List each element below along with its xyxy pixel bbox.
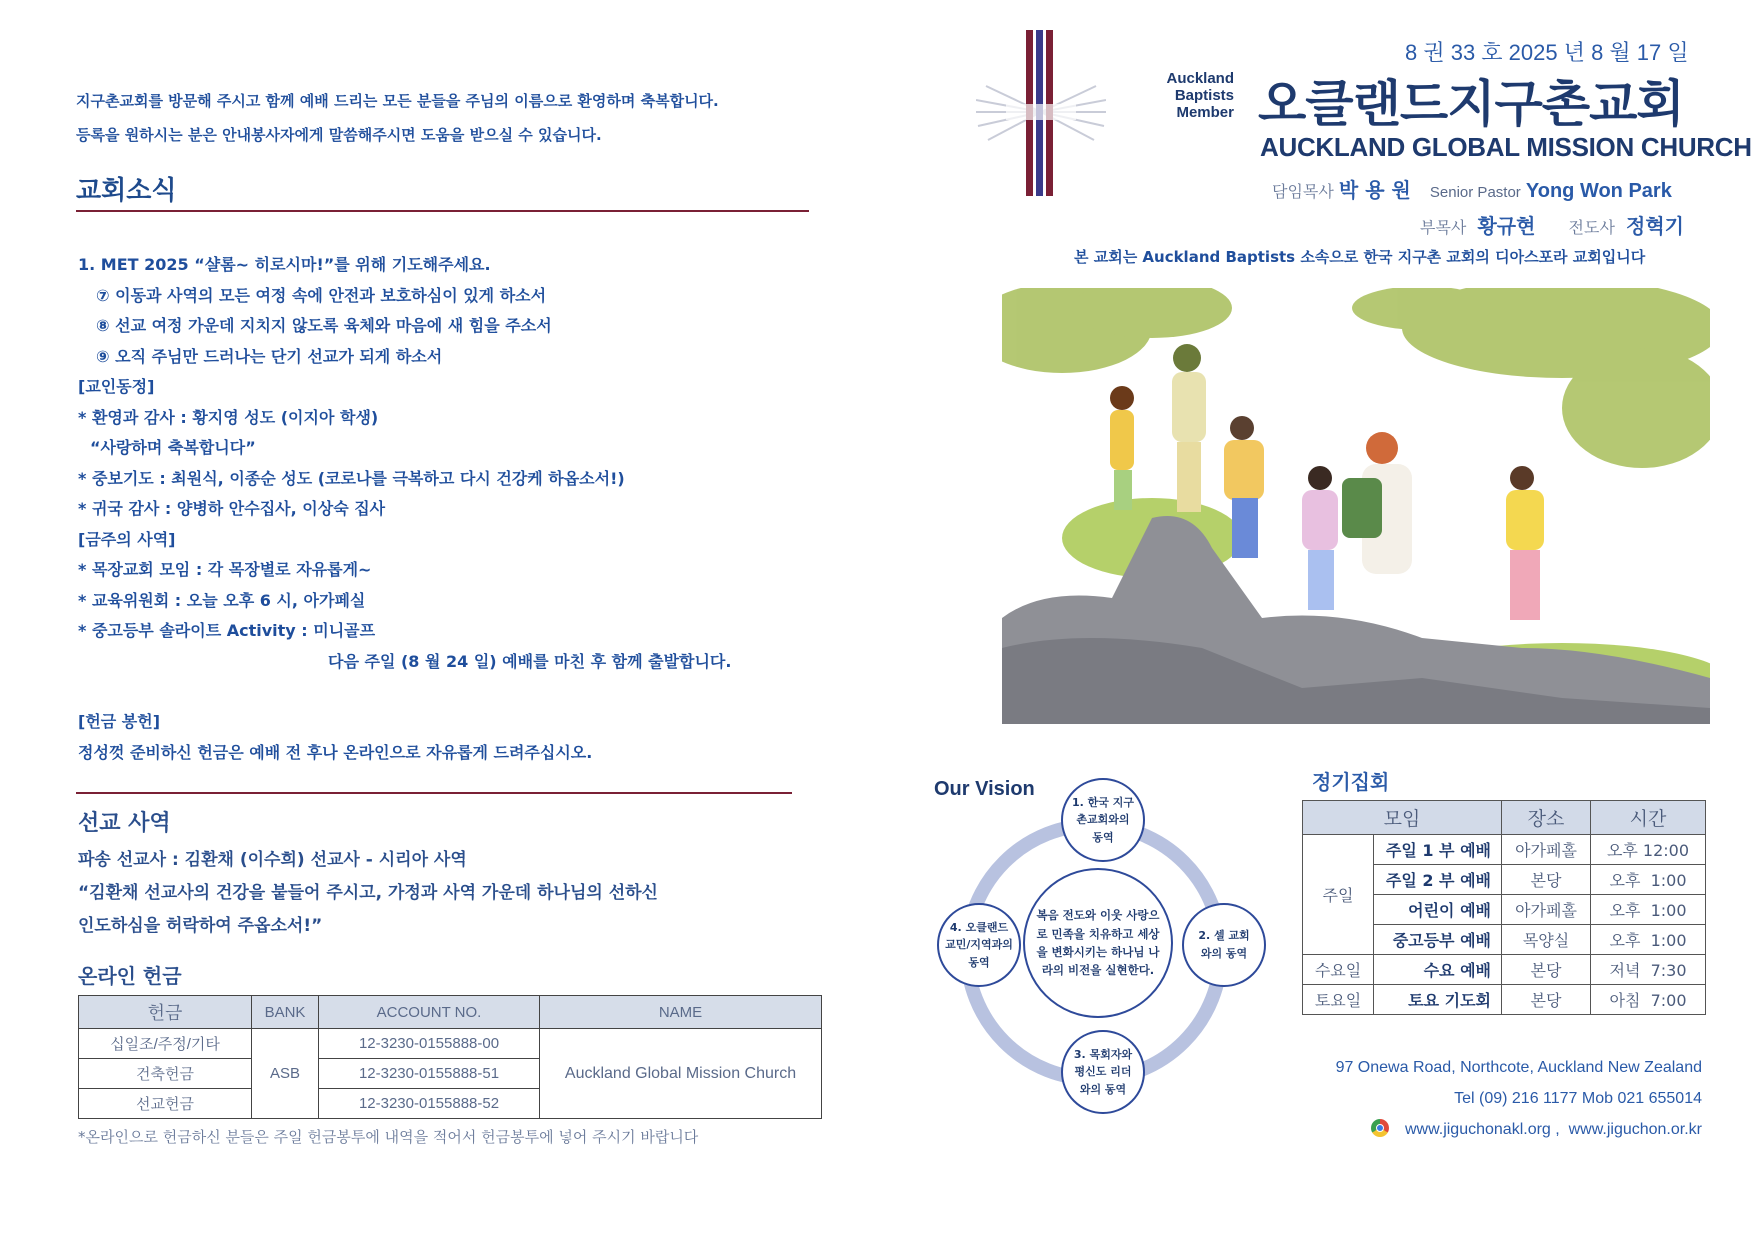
church-tagline: 본 교회는 Auckland Baptists 소속으로 한국 지구촌 교회의 디아스포라 교회입니다 (1074, 248, 1646, 266)
news-item: 1. MET 2025 “샬롬~ 히로시마!”를 위해 기도해주세요. (78, 255, 491, 274)
offering-type: 선교헌금 (79, 1089, 252, 1119)
schedule-group: 토요일 (1303, 985, 1374, 1015)
account-no: 12-3230-0155888-00 (319, 1029, 540, 1059)
member-line: Baptists (1174, 87, 1234, 104)
mission-line-3: 인도하심을 허락하여 주옵소서!” (78, 916, 323, 936)
col-header-meeting: 모임 (1303, 801, 1502, 835)
schedule-table (1302, 800, 1706, 1015)
vision-node-text: 2. 셀 교회와의 동역 (1198, 929, 1250, 960)
vision-title: Our Vision (934, 778, 1035, 800)
table-row (1303, 955, 1706, 985)
news-item: “사랑하며 축복합니다” (90, 438, 256, 457)
schedule-name: 토요 기도회 (1374, 985, 1502, 1015)
welcome-line-1: 지구촌교회를 방문해 주시고 함께 예배 드리는 모든 분들을 주님의 이름으로 환영하며 축복합니다. (76, 92, 719, 110)
assoc-name: 황규현 (1477, 214, 1536, 238)
news-item: ⑨ 오직 주님만 드러나는 단기 선교가 되게 하소서 (96, 346, 443, 366)
news-subheading: [헌금 봉헌] (78, 712, 161, 731)
website-line (1270, 1114, 1702, 1145)
news-item: * 중보기도 : 최원식, 이종순 성도 (코로나를 극복하고 다시 건강케 하옵소서!) (78, 468, 625, 488)
news-divider (76, 210, 809, 212)
website-links[interactable]: www.jiguchonakl.org , www.jiguchon.or.kr (1404, 1121, 1702, 1138)
assoc-label: 부목사 (1420, 218, 1467, 237)
mission-line-2: “김환채 선교사의 건강을 붙들어 주시고, 가정과 사역 가운데 하나님의 선하신 (78, 883, 658, 903)
news-list (78, 250, 731, 768)
schedule-group: 주일 (1303, 835, 1374, 955)
schedule-place: 본당 (1502, 985, 1591, 1015)
news-item: ⑦ 이동과 사역의 모든 여정 속에 안전과 보호하심이 있게 하소서 (96, 285, 547, 305)
church-name-korean: 오클랜드지구촌교회 (1258, 75, 1684, 133)
evang-name: 정혁기 (1626, 214, 1684, 238)
schedule-time: 오후 1:00 (1591, 865, 1706, 895)
evang-label: 전도사 (1568, 218, 1615, 237)
schedule-place: 아가페홀 (1502, 895, 1591, 925)
schedule-time: 저녁 7:30 (1591, 955, 1706, 985)
news-item: 다음 주일 (8 월 24 일) 예배를 마친 후 함께 출발합니다. (328, 651, 732, 671)
schedule-place: 아가페홀 (1502, 835, 1591, 865)
col-header-account: ACCOUNT NO. (319, 996, 540, 1029)
browser-icon (1371, 1119, 1389, 1137)
contact-block (1270, 1052, 1702, 1145)
vision-center (1023, 868, 1173, 1018)
schedule-time: 아침 7:00 (1591, 985, 1706, 1015)
schedule-name: 수요 예배 (1374, 955, 1502, 985)
online-offering-table (78, 995, 822, 1119)
news-item: * 환영과 감사 : 황지영 성도 (이지아 학생) (78, 407, 379, 427)
table-row (1303, 985, 1706, 1015)
account-no: 12-3230-0155888-51 (319, 1059, 540, 1089)
account-name: Auckland Global Mission Church (540, 1029, 822, 1119)
vision-node-4 (937, 903, 1021, 987)
phone: Tel (09) 216 1177 Mob 021 655014 (1454, 1090, 1702, 1107)
col-header-type: 헌금 (79, 996, 252, 1029)
schedule-name: 주일 2 부 예배 (1374, 865, 1502, 895)
pastor-name: 박 용 원 (1338, 178, 1411, 202)
schedule-title: 정기집회 (1312, 770, 1390, 794)
news-item: * 중고등부 솔라이트 Activity : 미니골프 (78, 621, 376, 640)
offering-type: 십일조/주정/기타 (79, 1029, 252, 1059)
schedule-name: 중고등부 예배 (1374, 925, 1502, 955)
issue-date: 8 권 33 호 2025 년 8 월 17 일 (1405, 40, 1689, 65)
schedule-name: 주일 1 부 예배 (1374, 835, 1502, 865)
offering-type: 건축헌금 (79, 1059, 252, 1089)
schedule-time: 오후 1:00 (1591, 925, 1706, 955)
col-header-place: 장소 (1502, 801, 1591, 835)
online-note: *온라인으로 헌금하신 분들은 주일 헌금봉투에 내역을 적어서 헌금봉투에 넣어 주시기 바랍니다 (78, 1128, 699, 1146)
church-name-english: AUCKLAND GLOBAL MISSION CHURCH (1260, 132, 1752, 162)
table-row (1303, 835, 1706, 865)
news-item: * 귀국 감사 : 양병하 안수집사, 이상숙 집사 (78, 499, 386, 518)
hikers-illustration (1002, 288, 1710, 724)
member-line: Member (1176, 104, 1234, 121)
baptist-member-label (1150, 70, 1234, 121)
welcome-line-2: 등록을 원하시는 분은 안내봉사자에게 말씀해주시면 도움을 받으실 수 있습니다. (76, 126, 602, 144)
pastor-en-label: Senior Pastor (1429, 184, 1521, 201)
schedule-time: 오후 1:00 (1591, 895, 1706, 925)
schedule-name: 어린이 예배 (1374, 895, 1502, 925)
schedule-place: 목양실 (1502, 925, 1591, 955)
vision-center-text: 복음 전도와 이웃 사랑으로 민족을 치유하고 세상을 변화시키는 하나님 나라의 비전을 실현한다. (1036, 908, 1160, 978)
vision-node-text: 3. 목회자와 평신도 리더와의 동역 (1073, 1047, 1133, 1096)
mission-line-1: 파송 선교사 : 김환채 (이수희) 선교사 - 시리아 사역 (78, 850, 467, 870)
col-header-bank: BANK (252, 996, 319, 1029)
news-item: 정성껏 준비하신 헌금은 예배 전 후나 온라인으로 자유롭게 드려주십시오. (78, 742, 593, 762)
pastor-line (1272, 174, 1672, 203)
news-item: * 목장교회 모임 : 각 목장별로 자유롭게~ (78, 560, 372, 579)
news-subheading: [교인동정] (78, 377, 155, 396)
news-item: * 교육위원회 : 오늘 오후 6 시, 아가페실 (78, 590, 366, 610)
welcome-message (76, 84, 719, 152)
online-title: 온라인 헌금 (78, 964, 182, 988)
vision-node-2 (1182, 903, 1266, 987)
col-header-time: 시간 (1591, 801, 1706, 835)
vision-node-text: 1. 한국 지구촌교회와의 동역 (1072, 795, 1134, 844)
col-header-name: NAME (540, 996, 822, 1029)
bank-name: ASB (252, 1029, 319, 1119)
mission-divider (76, 792, 792, 794)
vision-node-1 (1061, 778, 1145, 862)
staff-line (1420, 210, 1684, 239)
pastor-en-name: Yong Won Park (1525, 180, 1672, 202)
vision-node-3 (1061, 1030, 1145, 1114)
table-row (79, 1029, 822, 1059)
schedule-place: 본당 (1502, 955, 1591, 985)
address: 97 Onewa Road, Northcote, Auckland New Zealand (1335, 1059, 1702, 1076)
mission-text (78, 844, 658, 943)
vision-node-text: 4. 오클랜드 교민/지역과의 동역 (945, 920, 1013, 969)
schedule-place: 본당 (1502, 865, 1591, 895)
church-logo-icon (976, 30, 1106, 196)
news-item: ⑧ 선교 여정 가운데 지치지 않도록 육체와 마음에 새 힘을 주소서 (96, 316, 552, 335)
member-line: Auckland (1166, 70, 1234, 87)
schedule-group: 수요일 (1303, 955, 1374, 985)
pastor-label: 담임목사 (1272, 182, 1334, 201)
schedule-time: 오후 12:00 (1591, 835, 1706, 865)
news-title: 교회소식 (76, 176, 177, 206)
news-subheading: [금주의 사역] (78, 529, 176, 549)
mission-title: 선교 사역 (78, 811, 171, 836)
account-no: 12-3230-0155888-52 (319, 1089, 540, 1119)
